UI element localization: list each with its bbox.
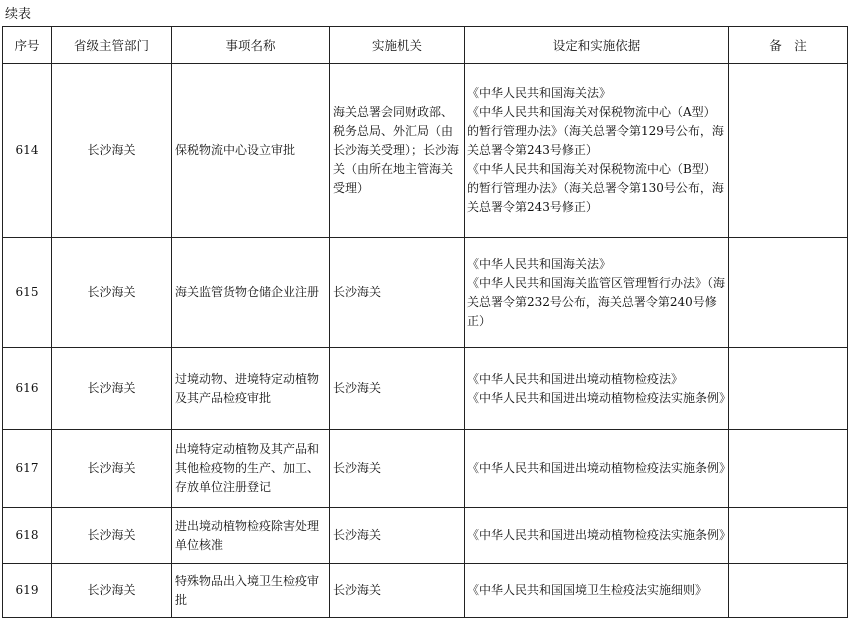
row-department: 长沙海关: [52, 64, 172, 238]
row-no: 619: [3, 564, 52, 618]
row-no: 614: [3, 64, 52, 238]
row-item: 特殊物品出入境卫生检疫审批: [172, 564, 330, 618]
col-header-no: 序号: [3, 27, 52, 64]
row-department: 长沙海关: [52, 508, 172, 564]
table-row: [3, 430, 848, 508]
row-basis: [465, 564, 729, 618]
row-basis: [465, 348, 732, 430]
row-agency: 海关总署会同财政部、税务总局、外汇局（由长沙海关受理）；长沙海关（由所在地主管海关受理）: [330, 64, 465, 238]
row-agency: 长沙海关: [330, 348, 465, 430]
row-item: 过境动物、进境特定动植物及其产品检疫审批: [172, 348, 330, 430]
row-remark: [729, 430, 848, 508]
col-header-department: 省级主管部门: [52, 27, 172, 64]
row-basis: [465, 508, 732, 564]
row-department: 长沙海关: [52, 564, 172, 618]
col-header-item: 事项名称: [172, 27, 330, 64]
basis-line: 《中华人民共和国进出境动植物检疫法》: [467, 371, 684, 386]
row-item: 保税物流中心设立审批: [172, 64, 330, 238]
basis-line: 《中华人民共和国海关对保税物流中心（A型）的暂行管理办法》（海关总署令第129号公布，海关总署令第243号修正）: [467, 105, 724, 157]
row-agency: 长沙海关: [330, 508, 465, 564]
basis-line: 《中华人民共和国海关法》: [467, 86, 612, 100]
header-row: [3, 27, 848, 64]
basis-line: 《中华人民共和国进出境动植物检疫法实施条例》: [467, 390, 732, 405]
table-row: [3, 64, 848, 238]
basis-line: 《中华人民共和国海关监管区管理暂行办法》（海关总署令第232号公布，海关总署令第240号修正）: [467, 275, 726, 328]
row-department: 长沙海关: [52, 238, 172, 348]
row-agency: 长沙海关: [330, 238, 465, 348]
basis-line: 《中华人民共和国进出境动植物检疫法实施条例》: [467, 461, 732, 475]
row-remark: [729, 348, 848, 430]
basis-line: 《中华人民共和国进出境动植物检疫法实施条例》: [467, 528, 732, 542]
row-item: 进出境动植物检疫除害处理单位核准: [172, 508, 330, 564]
row-no: 617: [3, 430, 52, 508]
row-department: 长沙海关: [52, 348, 172, 430]
row-item: 出境特定动植物及其产品和其他检疫物的生产、加工、存放单位注册登记: [172, 430, 330, 508]
table-row: [3, 508, 848, 564]
row-no: 618: [3, 508, 52, 564]
row-department: 长沙海关: [52, 430, 172, 508]
row-agency: 长沙海关: [330, 430, 465, 508]
col-header-basis: 设定和实施依据: [465, 27, 729, 64]
row-remark: [729, 64, 848, 238]
table-row: [3, 238, 848, 348]
row-item: 海关监管货物仓储企业注册: [172, 238, 330, 348]
continued-label: 续表: [5, 7, 32, 22]
row-no: 615: [3, 238, 52, 348]
table-row: [3, 348, 848, 430]
row-no: 616: [3, 348, 52, 430]
row-basis: [465, 64, 729, 238]
row-remark: [729, 238, 848, 348]
items-table: [2, 26, 848, 618]
basis-line: 《中华人民共和国海关法》: [467, 256, 612, 271]
row-agency: 长沙海关: [330, 564, 465, 618]
col-header-agency: 实施机关: [330, 27, 465, 64]
row-basis: [465, 238, 729, 348]
basis-line: 《中华人民共和国国境卫生检疫法实施细则》: [467, 583, 708, 597]
basis-line: 《中华人民共和国海关对保税物流中心（B型）的暂行管理办法》（海关总署令第130号公布，海关总署令第243号修正）: [467, 162, 724, 214]
row-remark: [729, 564, 848, 618]
row-remark: [729, 508, 848, 564]
col-header-remark: 备 注: [729, 27, 848, 64]
row-basis: [465, 430, 732, 508]
table-row: [3, 564, 848, 618]
